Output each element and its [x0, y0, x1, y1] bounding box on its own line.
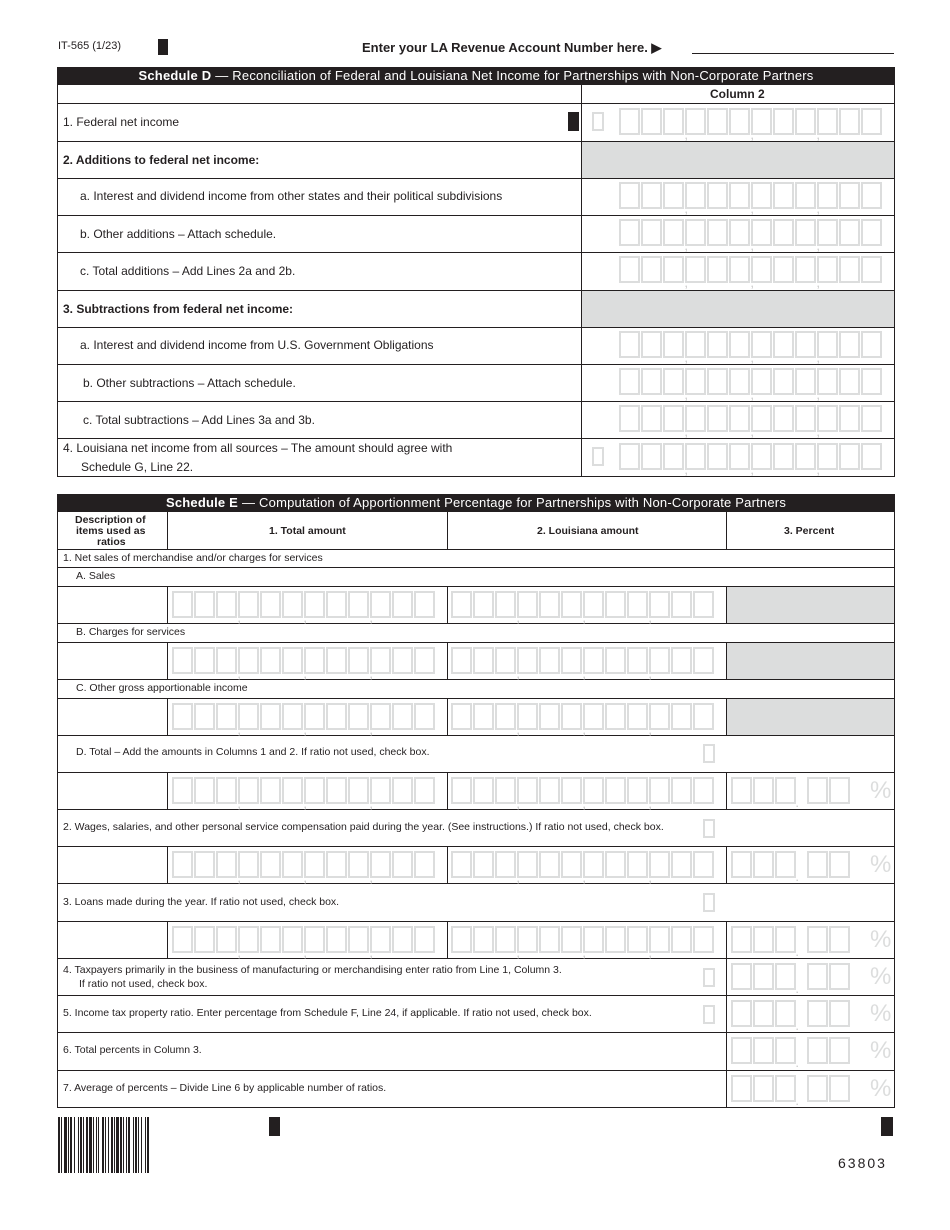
schedule-e-subtitle: — Computation of Apportionment Percentage for Partnerships with Non-Corporate Partners	[242, 495, 787, 510]
e-line-7-label: 7. Average of percents – Divide Line 6 by applicable number of ratios.	[63, 1082, 387, 1094]
shaded-cell	[582, 291, 894, 327]
line-3a-amount[interactable]	[619, 331, 882, 358]
e-line-3-percent[interactable]	[731, 926, 850, 953]
shaded-cell	[582, 142, 894, 178]
e-line-2-checkbox[interactable]	[703, 819, 715, 838]
e-line-1d-total[interactable]	[172, 777, 435, 804]
barcode	[58, 1117, 228, 1173]
line-2a-label: a. Interest and dividend income from other states and their political subdivisions	[80, 189, 503, 203]
col-2-header: 2. Louisiana amount	[537, 525, 639, 537]
line-1-label: 1. Federal net income	[63, 115, 180, 129]
e-line-2-louisiana[interactable]	[451, 851, 714, 878]
e-line-7-percent[interactable]	[731, 1075, 850, 1102]
e-line-2-percent[interactable]	[731, 851, 850, 878]
form-number: 63803	[838, 1155, 887, 1171]
e-line-3-louisiana[interactable]	[451, 926, 714, 953]
line-3c-amount[interactable]	[619, 405, 882, 432]
e-line-6-percent[interactable]	[731, 1037, 850, 1064]
percent-sign: %	[870, 963, 892, 990]
e-line-4-label-cont: If ratio not used, check box.	[79, 978, 208, 990]
e-line-5-checkbox[interactable]	[703, 1005, 715, 1024]
e-line-4-checkbox[interactable]	[703, 968, 715, 987]
line-2-label: 2. Additions to federal net income:	[63, 153, 260, 167]
desc-header-2: items used as	[76, 525, 146, 537]
col-3-header: 3. Percent	[784, 525, 835, 537]
e-line-3-total[interactable]	[172, 926, 435, 953]
schedule-e-banner	[57, 494, 895, 511]
line-2c-label: c. Total additions – Add Lines 2a and 2b.	[80, 264, 296, 278]
e-line-1d-percent[interactable]	[731, 777, 850, 804]
line-2c-amount[interactable]	[619, 256, 882, 283]
percent-sign: %	[870, 1000, 892, 1027]
shaded-cell	[727, 699, 894, 735]
line-2a-amount[interactable]	[619, 182, 882, 209]
e-line-1b-louisiana[interactable]	[451, 647, 714, 674]
e-line-3-checkbox[interactable]	[703, 893, 715, 912]
schedule-d-banner	[57, 67, 895, 84]
e-line-5-label: 5. Income tax property ratio. Enter percentage from Schedule F, Line 24, if applicable. If ratio not used, check box.	[63, 1007, 592, 1019]
registration-mark	[881, 1117, 893, 1136]
column-2-header: Column 2	[710, 87, 765, 101]
e-line-5-percent[interactable]	[731, 1000, 850, 1027]
e-line-4-label: 4. Taxpayers primarily in the business of manufacturing or merchandising enter ratio from Line 1, Column 3.	[63, 964, 562, 976]
line-4-label: 4. Louisiana net income from all sources – The amount should agree with	[63, 441, 453, 455]
desc-header-3: ratios	[97, 536, 126, 548]
e-line-1b-label: B. Charges for services	[76, 626, 186, 638]
e-line-1b-total[interactable]	[172, 647, 435, 674]
percent-sign: %	[870, 1037, 892, 1064]
form-id: IT-565 (1/23)	[58, 40, 121, 52]
e-line-1d-louisiana[interactable]	[451, 777, 714, 804]
percent-sign: %	[870, 777, 892, 804]
e-line-1c-label: C. Other gross apportionable income	[76, 682, 248, 694]
e-line-1a-total[interactable]	[172, 591, 435, 618]
schedule-d-title: Schedule D	[138, 68, 212, 83]
col-1-header: 1. Total amount	[269, 525, 346, 537]
e-line-1a-louisiana[interactable]	[451, 591, 714, 618]
e-line-1c-louisiana[interactable]	[451, 703, 714, 730]
registration-mark	[269, 1117, 280, 1136]
e-line-3-label: 3. Loans made during the year. If ratio not used, check box.	[63, 896, 340, 908]
e-line-4-percent[interactable]	[731, 963, 850, 990]
e-line-1a-label: A. Sales	[76, 570, 116, 582]
line-1-amount[interactable]	[619, 108, 882, 135]
line-3c-label: c. Total subtractions – Add Lines 3a and 3b.	[83, 413, 315, 427]
shaded-cell	[727, 587, 894, 623]
e-line-2-total[interactable]	[172, 851, 435, 878]
line-4-sign-box[interactable]	[592, 447, 604, 466]
e-line-6-label: 6. Total percents in Column 3.	[63, 1044, 202, 1056]
line-3b-label: b. Other subtractions – Attach schedule.	[83, 376, 296, 390]
line-2b-amount[interactable]	[619, 219, 882, 246]
e-line-1-label: 1. Net sales of merchandise and/or charges for services	[63, 552, 323, 564]
schedule-d-subtitle: — Reconciliation of Federal and Louisiana Net Income for Partnerships with Non-Corporate Partners	[215, 68, 814, 83]
percent-sign: %	[870, 926, 892, 953]
e-line-2-label: 2. Wages, salaries, and other personal service compensation paid during the year. (See instructions.) If ratio not used, check box.	[63, 821, 664, 833]
shaded-cell	[727, 643, 894, 679]
desc-header-1: Description of	[75, 514, 146, 526]
line-4-label-cont: Schedule G, Line 22.	[81, 460, 194, 474]
e-line-1d-label: D. Total – Add the amounts in Columns 1 and 2. If ratio not used, check box.	[76, 746, 430, 758]
percent-sign: %	[870, 851, 892, 878]
percent-sign: %	[870, 1075, 892, 1102]
line-3a-label: a. Interest and dividend income from U.S. Government Obligations	[80, 338, 434, 352]
line-3b-amount[interactable]	[619, 368, 882, 395]
e-line-1d-checkbox[interactable]	[703, 744, 715, 763]
registration-mark	[158, 39, 168, 55]
line-2b-label: b. Other additions – Attach schedule.	[80, 227, 277, 241]
e-line-1c-total[interactable]	[172, 703, 435, 730]
account-number-input[interactable]	[692, 53, 894, 54]
line-3-label: 3. Subtractions from federal net income:	[63, 302, 294, 316]
line-1-sign-box[interactable]	[592, 112, 604, 131]
account-number-label: Enter your LA Revenue Account Number here. ▶	[362, 40, 662, 55]
line-4-amount[interactable]	[619, 443, 882, 470]
registration-mark	[568, 112, 579, 131]
schedule-e-title: Schedule E	[165, 495, 239, 510]
